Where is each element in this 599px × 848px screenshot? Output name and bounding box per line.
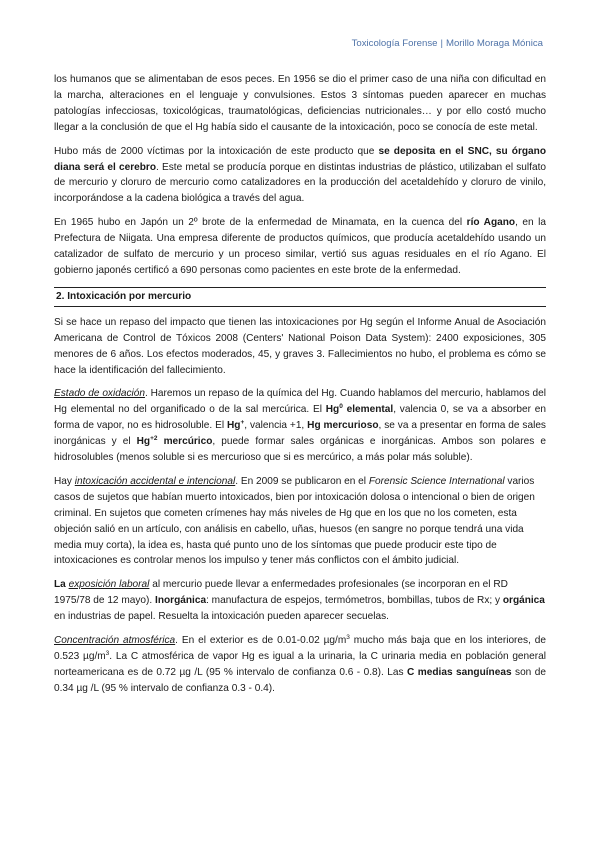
- text-span: , se va a presentar en forma de sales inorgánicas y el: [54, 420, 546, 448]
- text-span: , en la Prefectura de Niigata. Una empresa diferente de productos químicos, que producía acetaldehído usando un catalizador de sulfato de mercurio y un proceso similar, vertió sus aguas residuales en el río Agano. El gobierno japonés certificó a 690 personas como pacientes en este brote de la enfermedad.: [54, 217, 546, 276]
- header-separator: |: [440, 38, 443, 49]
- bold-text: La: [54, 579, 69, 591]
- text-span: Hg: [227, 420, 241, 432]
- hg0-term: [326, 404, 393, 415]
- running-header: [352, 38, 543, 49]
- section-heading: 2. Intoxicación por mercurio: [54, 287, 546, 307]
- text-span: en industrias de papel. Resuelta la intoxicación pueden aparecer secuelas.: [54, 611, 389, 623]
- journal-name: Forensic Science International: [368, 475, 505, 487]
- text-span: mercúrico: [157, 436, 213, 448]
- subheading-intoxication: intoxicación accidental e intencional: [74, 475, 236, 487]
- header-course: Toxicología Forense: [351, 38, 438, 49]
- subheading-occupational: exposición laboral: [68, 579, 150, 591]
- text-span: , puede formar sales orgánicas e inorgánicas. Ambos son polares e hidrosolubles (menos soluble si es mercurioso que si es mercúrico, a más polar más soluble).: [54, 436, 546, 464]
- subheading-atmospheric: Concentración atmosférica: [54, 635, 176, 647]
- text-span: , valencia +1,: [244, 420, 308, 432]
- text-span: En 1965 hubo en Japón un 2º brote de la enfermedad de Minamata, en la cuenca del: [54, 217, 467, 229]
- text-span: . En 2009 se publicaron en el: [235, 475, 369, 487]
- subheading-oxidation: Estado de oxidación: [54, 388, 145, 400]
- bold-text: río Agano: [466, 217, 516, 229]
- paragraph-intentional: [54, 474, 546, 569]
- text-span: mucho más baja que en los interiores, de 0.523 µg/m: [54, 635, 547, 662]
- text-span: . En el exterior es de 0.01-0.02 µg/m: [175, 635, 347, 647]
- text-span: Hay: [54, 475, 75, 487]
- text-span: al mercurio puede llevar a enfermedades profesionales (se incorporan en el RD 1975/78 de 12 mayo).: [54, 579, 508, 607]
- bold-text: C medias sanguíneas: [407, 666, 512, 678]
- hg2-term: [137, 436, 213, 447]
- superscript: +2: [150, 435, 158, 443]
- bold-text: se deposita en el SNC, su órgano diana será el cerebro: [54, 145, 546, 173]
- paragraph-agano: [54, 215, 546, 279]
- text-span: . La C atmosférica de vapor Hg es igual a la urinaria, la C urinaria media en población general norteamericana es de 0.72 µg /L (95 % intervalo de confianza 0.6 - 0.8). Las: [54, 651, 546, 678]
- paragraph-victims: [54, 144, 546, 208]
- paragraph-poison-report: Si se hace un repaso del impacto que tienen las intoxicaciones por Hg según el Informe Anual de Asociación Americana de Control de Tóxicos 2008 (Centers' National Poison Data System): 2400 exposiciones, 305 menores de 6 años. Los efectos moderados, 45, y graves 3. Fallecimientos no hubo, el problema es cómo se hace la identificación del fallecimiento.: [54, 316, 546, 376]
- text-span: Hubo más de 2000 víctimas por la intoxicación de este producto que: [54, 145, 379, 157]
- paragraph-minamata-intro: los humanos que se alimentaban de esos peces. En 1956 se dio el primer caso de una niña con dificultad en la marcha, alteraciones en el lenguaje y convulsiones. Estos 3 síntomas pueden aparecer en muchas patologías infecciosas, toxicológicas, traumatológicas, deficiencias nutricionales… y por ello costó mucho llegar a la conclusión de que el Hg había sido el causante de la intoxicación, poco se conocía de este metal.: [54, 74, 546, 133]
- text-span: Hg: [136, 436, 151, 448]
- superscript: 3: [105, 650, 110, 657]
- paragraph-atmospheric: [54, 633, 546, 697]
- page-body: [54, 72, 546, 705]
- text-span: varios casos de sujetos que habían muerto intoxicados, bien por intoxicación dolosa o intencional o bien de origen criminal. En sujetos que cometen crímenes hay más niveles de Hg que en los que no los cometen, esta objeción salió en un artículo, con análisis en cabello, uñas, huesos (en sangre no porque tendrá una vida media muy corta), la idea es, hasta qué punto uno de los síntomas que puede producir este tipo de intoxicaciones es controlar menos los impulso y tener más conflictos con el ámbito judicial.: [54, 475, 535, 567]
- bold-text: Inorgánica: [155, 595, 207, 607]
- superscript: 3: [346, 634, 350, 642]
- superscript: +: [240, 419, 245, 427]
- bold-text: Hg mercurioso: [307, 420, 379, 432]
- text-span: . Este metal se producía porque en distintas industrias de plástico, utilizaban el sulfato de mercurio y cloruro de mercurio como catalizadores en la producción del acetaldehído y cloruro de vinilo, incorporándose a la cadena biológica a través del agua.: [54, 161, 546, 205]
- paragraph-oxidation: [54, 386, 546, 466]
- text-span: . Haremos un repaso de la química del Hg. Cuando hablamos del mercurio, hablamos del Hg elemental no del organificado o de la sal mercúrica. El: [54, 388, 546, 416]
- hg1-term: [227, 420, 244, 431]
- superscript: 0: [339, 403, 343, 411]
- paragraph-occupational: [54, 577, 546, 625]
- text-span: , valencia 0, se va a absorber en forma de vapor, no es hidrosoluble. El: [54, 404, 546, 432]
- header-author: Morillo Moraga Mónica: [445, 38, 543, 49]
- text-span: : manufactura de espejos, termómetros, bombillas, tubos de Rx; y: [206, 595, 503, 607]
- bold-text: orgánica: [502, 595, 545, 607]
- text-span: son de 0.34 µg /L (95 % intervalo de confianza 0.3 - 0.4).: [54, 666, 546, 694]
- text-span: elemental: [342, 404, 394, 416]
- text-span: Hg: [325, 404, 340, 416]
